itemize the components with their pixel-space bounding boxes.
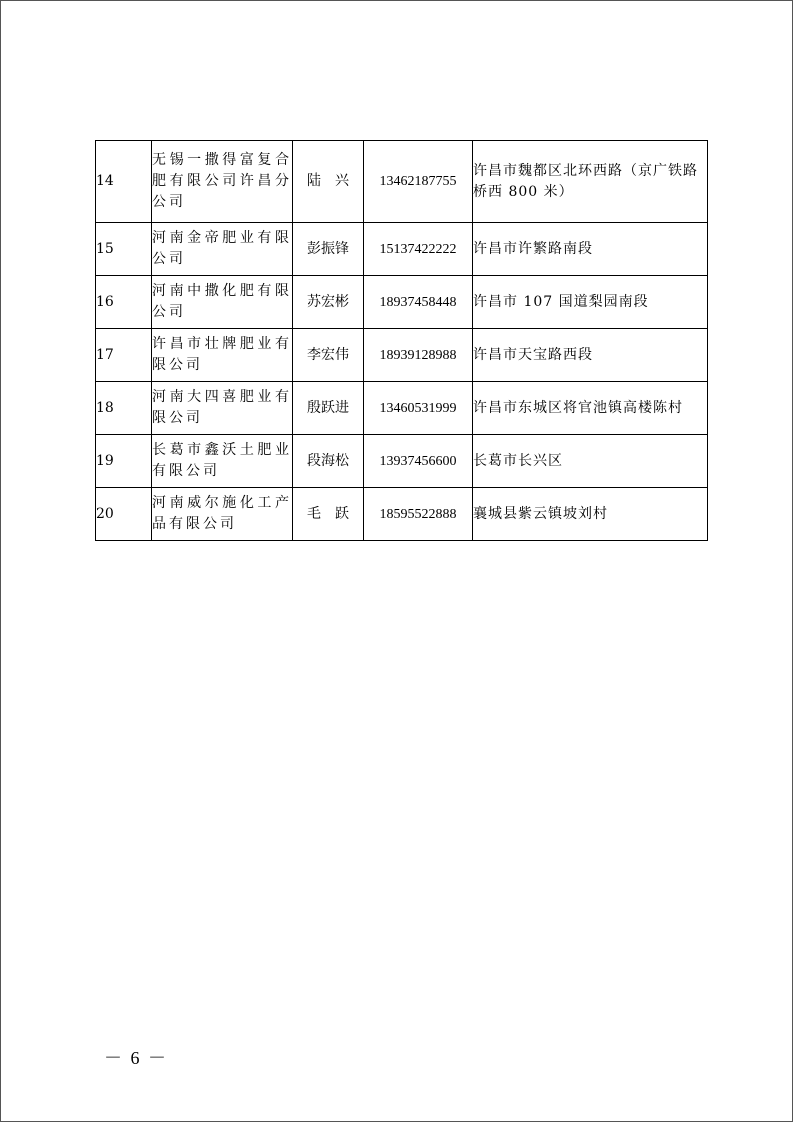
table-row (96, 488, 708, 541)
row-number: 18 (96, 382, 152, 435)
company-name: 许昌市壮牌肥业有限公司 (152, 329, 293, 382)
row-number: 17 (96, 329, 152, 382)
row-number: 15 (96, 223, 152, 276)
table-row (96, 223, 708, 276)
row-number: 19 (96, 435, 152, 488)
company-address: 许昌市许繁路南段 (473, 223, 708, 276)
phone-number: 13937456600 (364, 435, 473, 488)
company-address: 许昌市东城区将官池镇高楼陈村 (473, 382, 708, 435)
company-address: 襄城县紫云镇坡刘村 (473, 488, 708, 541)
table-row (96, 141, 708, 223)
table-row (96, 382, 708, 435)
company-name: 河南大四喜肥业有限公司 (152, 382, 293, 435)
company-name: 长葛市鑫沃土肥业有限公司 (152, 435, 293, 488)
table-row (96, 329, 708, 382)
fertilizer-company-table (95, 140, 708, 541)
contact-person: 李宏伟 (293, 329, 364, 382)
row-number: 20 (96, 488, 152, 541)
company-name: 无锡一撒得富复合肥有限公司许昌分公司 (152, 141, 293, 223)
contact-person: 殷跃进 (293, 382, 364, 435)
contact-person: 毛 跃 (293, 488, 364, 541)
phone-number: 18595522888 (364, 488, 473, 541)
phone-number: 13462187755 (364, 141, 473, 223)
contact-person: 彭振锋 (293, 223, 364, 276)
row-number: 16 (96, 276, 152, 329)
company-address: 许昌市魏都区北环西路（京广铁路桥西 800 米） (473, 141, 708, 223)
page-number: － 6 － (104, 1048, 168, 1068)
company-address: 长葛市长兴区 (473, 435, 708, 488)
phone-number: 18939128988 (364, 329, 473, 382)
company-name: 河南中撒化肥有限公司 (152, 276, 293, 329)
contact-person: 苏宏彬 (293, 276, 364, 329)
table-row (96, 435, 708, 488)
row-number: 14 (96, 141, 152, 223)
phone-number: 13460531999 (364, 382, 473, 435)
contact-person: 陆 兴 (293, 141, 364, 223)
company-address: 许昌市 107 国道梨园南段 (473, 276, 708, 329)
contact-person: 段海松 (293, 435, 364, 488)
phone-number: 18937458448 (364, 276, 473, 329)
company-name: 河南威尔施化工产品有限公司 (152, 488, 293, 541)
company-address: 许昌市天宝路西段 (473, 329, 708, 382)
company-name: 河南金帝肥业有限公司 (152, 223, 293, 276)
phone-number: 15137422222 (364, 223, 473, 276)
table-row (96, 276, 708, 329)
